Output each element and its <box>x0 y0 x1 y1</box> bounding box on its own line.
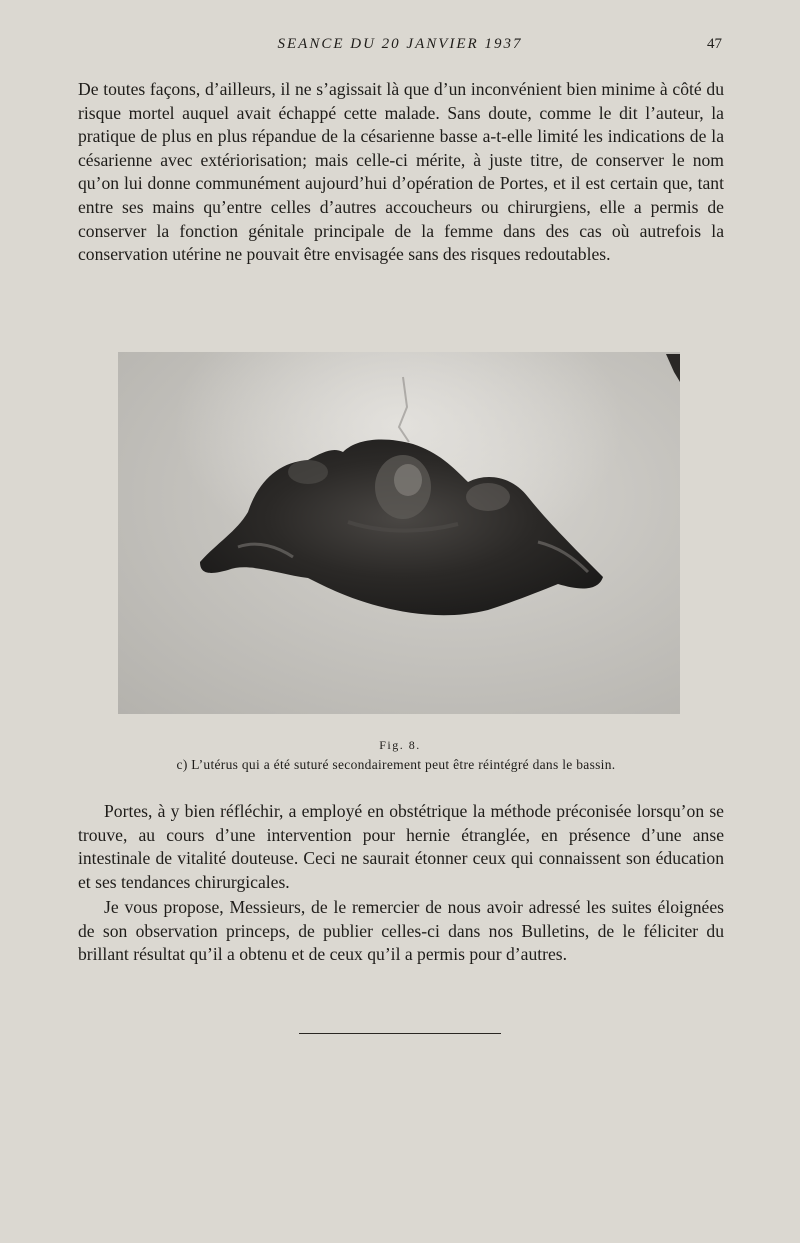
page-number: 47 <box>707 36 722 52</box>
paragraph-2: Portes, à y bien réfléchir, a employé en obstétrique la méthode préconisée lorsqu’on se trouve, au cours d’une intervention pour hernie étranglée, en présence d’une anse intestinale de vitalité douteuse. Ceci ne saurait étonner ceux qui connaissent son éducation et ses tendances chirurgicales. <box>78 801 724 892</box>
closing-rule <box>299 1033 501 1034</box>
uterus-photo-illustration <box>118 352 680 714</box>
page-header <box>0 36 800 58</box>
paragraph-1: De toutes façons, d’ailleurs, il ne s’agissait là que d’un inconvénient bien minime à côté du risque mortel auquel avait échappé cette malade. Sans doute, comme le dit l’auteur, la pratique de plus en plus répandue de la césarienne basse a-t-elle limité les indications de la césarienne avec extériorisation; mais celle-ci mérite, à juste titre, de conserver le nom qu’on lui donne communément aujourd’hui d’opération de Portes, et il est certain que, tant entre ses mains qu’entre celles d’autres accoucheurs ou chirurgiens, elle a permis de conserver la fonction génitale principale de la femme dans des cas où autrefois la conservation utérine ne pouvait être envisagée sans des risques redoutables. <box>78 79 724 265</box>
paragraph-3: Je vous propose, Messieurs, de le remercier de nous avoir adressé les suites éloignées de son observation princeps, de publier celles-ci dans nos Bulletins, de le féliciter du brillant résultat qu’il a obtenu et de ceux qu’il a permis pour d’autres. <box>78 897 724 965</box>
running-head: SEANCE DU 20 JANVIER 1937 <box>277 36 523 52</box>
figure-caption: c) L’utérus qui a été suturé secondairement peut être réintégré dans le bassin. <box>176 757 616 772</box>
figure-number: Fig. 8. <box>379 738 421 752</box>
figure-photograph <box>118 352 680 714</box>
